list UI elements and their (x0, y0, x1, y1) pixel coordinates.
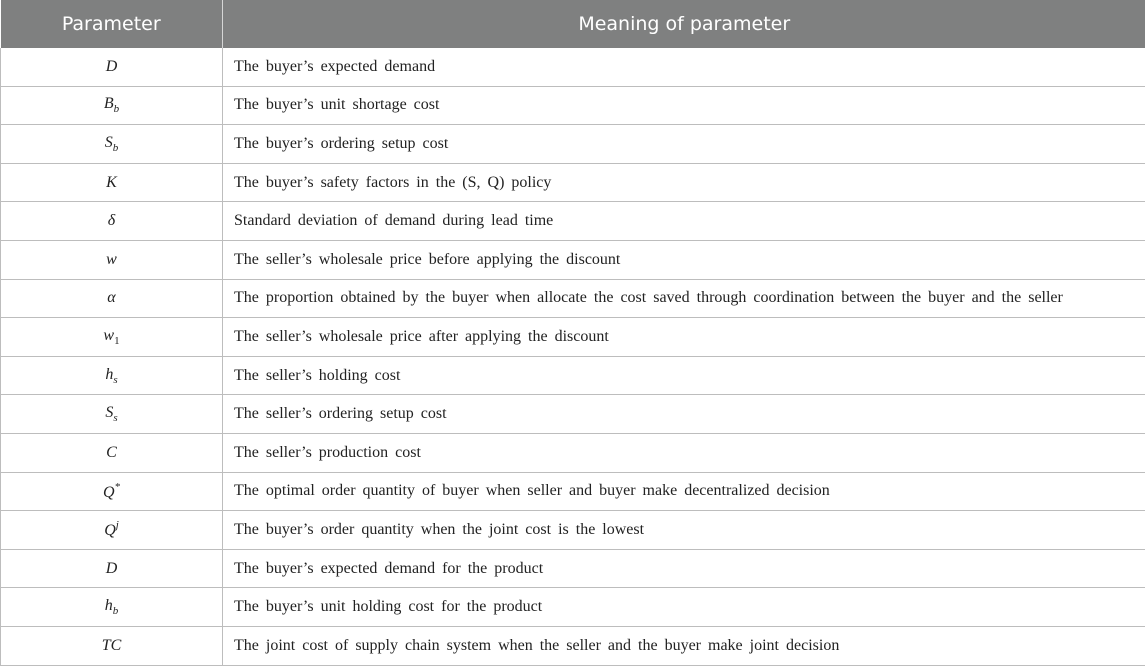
table-row (1, 48, 1145, 86)
symbol-base: h (105, 597, 113, 614)
parameter-symbol (1, 202, 223, 241)
symbol-base: δ (108, 212, 115, 229)
table-row (1, 318, 1145, 357)
symbol-base: K (106, 174, 117, 191)
parameter-meaning: The seller’s ordering setup cost (223, 395, 1145, 434)
parameter-symbol (1, 549, 223, 588)
symbol-subscript: 1 (114, 335, 120, 347)
parameter-symbol (1, 279, 223, 318)
table-row (1, 626, 1145, 665)
parameter-meaning: The seller’s holding cost (223, 356, 1145, 395)
parameter-meaning: The buyer’s safety factors in the (S, Q) policy (223, 163, 1145, 202)
symbol-base: S (105, 134, 113, 151)
parameter-symbol (1, 163, 223, 202)
parameter-symbol (1, 472, 223, 511)
symbol-base: Q (104, 522, 116, 539)
parameter-meaning: The buyer’s expected demand (223, 48, 1145, 86)
symbol-base: D (106, 58, 118, 75)
table-row (1, 472, 1145, 511)
parameter-meaning: The seller’s production cost (223, 433, 1145, 472)
parameter-symbol (1, 626, 223, 665)
parameter-symbol (1, 86, 223, 125)
parameter-meaning: The seller’s wholesale price after applying the discount (223, 318, 1145, 357)
symbol-subscript: b (113, 605, 119, 617)
table-row (1, 511, 1145, 550)
symbol-base: h (105, 366, 113, 383)
table-row (1, 588, 1145, 627)
parameter-symbol (1, 433, 223, 472)
symbol-superscript: * (115, 481, 121, 493)
symbol-superscript: j (116, 519, 119, 531)
table-row (1, 395, 1145, 434)
table-body (1, 48, 1145, 665)
parameter-meaning: The proportion obtained by the buyer when allocate the cost saved through coordination between the buyer and the seller (223, 279, 1145, 318)
table-row (1, 279, 1145, 318)
parameter-symbol (1, 240, 223, 279)
table-row (1, 86, 1145, 125)
parameter-meaning: The optimal order quantity of buyer when seller and buyer make decentralized decision (223, 472, 1145, 511)
table-header (1, 0, 1145, 48)
symbol-base: D (106, 560, 118, 577)
table-row (1, 240, 1145, 279)
symbol-base: w (103, 327, 114, 344)
table-row (1, 433, 1145, 472)
table-row (1, 549, 1145, 588)
parameter-meaning: The buyer’s expected demand for the product (223, 549, 1145, 588)
header-meaning: Meaning of parameter (223, 0, 1145, 48)
parameter-meaning: The joint cost of supply chain system when the seller and the buyer make joint decision (223, 626, 1145, 665)
symbol-subscript: s (113, 374, 117, 386)
symbol-subscript: s (113, 412, 117, 424)
header-row (1, 0, 1145, 48)
table-row (1, 163, 1145, 202)
parameter-symbol (1, 356, 223, 395)
symbol-base: α (107, 289, 115, 306)
parameter-symbol (1, 318, 223, 357)
symbol-base: w (106, 251, 117, 268)
symbol-base: C (106, 444, 117, 461)
symbol-subscript: b (113, 142, 119, 154)
parameter-symbol (1, 125, 223, 164)
parameter-meaning: The seller’s wholesale price before applying the discount (223, 240, 1145, 279)
header-parameter: Parameter (1, 0, 223, 48)
symbol-base: B (104, 95, 114, 112)
symbol-base: S (105, 404, 113, 421)
parameter-symbol (1, 395, 223, 434)
parameter-symbol (1, 48, 223, 86)
parameter-meaning: The buyer’s unit shortage cost (223, 86, 1145, 125)
table-row (1, 125, 1145, 164)
table-row (1, 202, 1145, 241)
parameter-meaning: The buyer’s order quantity when the joint cost is the lowest (223, 511, 1145, 550)
table-row (1, 356, 1145, 395)
parameter-meaning: Standard deviation of demand during lead time (223, 202, 1145, 241)
parameter-meaning: The buyer’s ordering setup cost (223, 125, 1145, 164)
parameter-meaning: The buyer’s unit holding cost for the product (223, 588, 1145, 627)
symbol-base: TC (102, 637, 122, 654)
symbol-base: Q (103, 484, 115, 501)
parameter-symbol (1, 588, 223, 627)
symbol-subscript: b (114, 103, 120, 115)
parameter-symbol (1, 511, 223, 550)
